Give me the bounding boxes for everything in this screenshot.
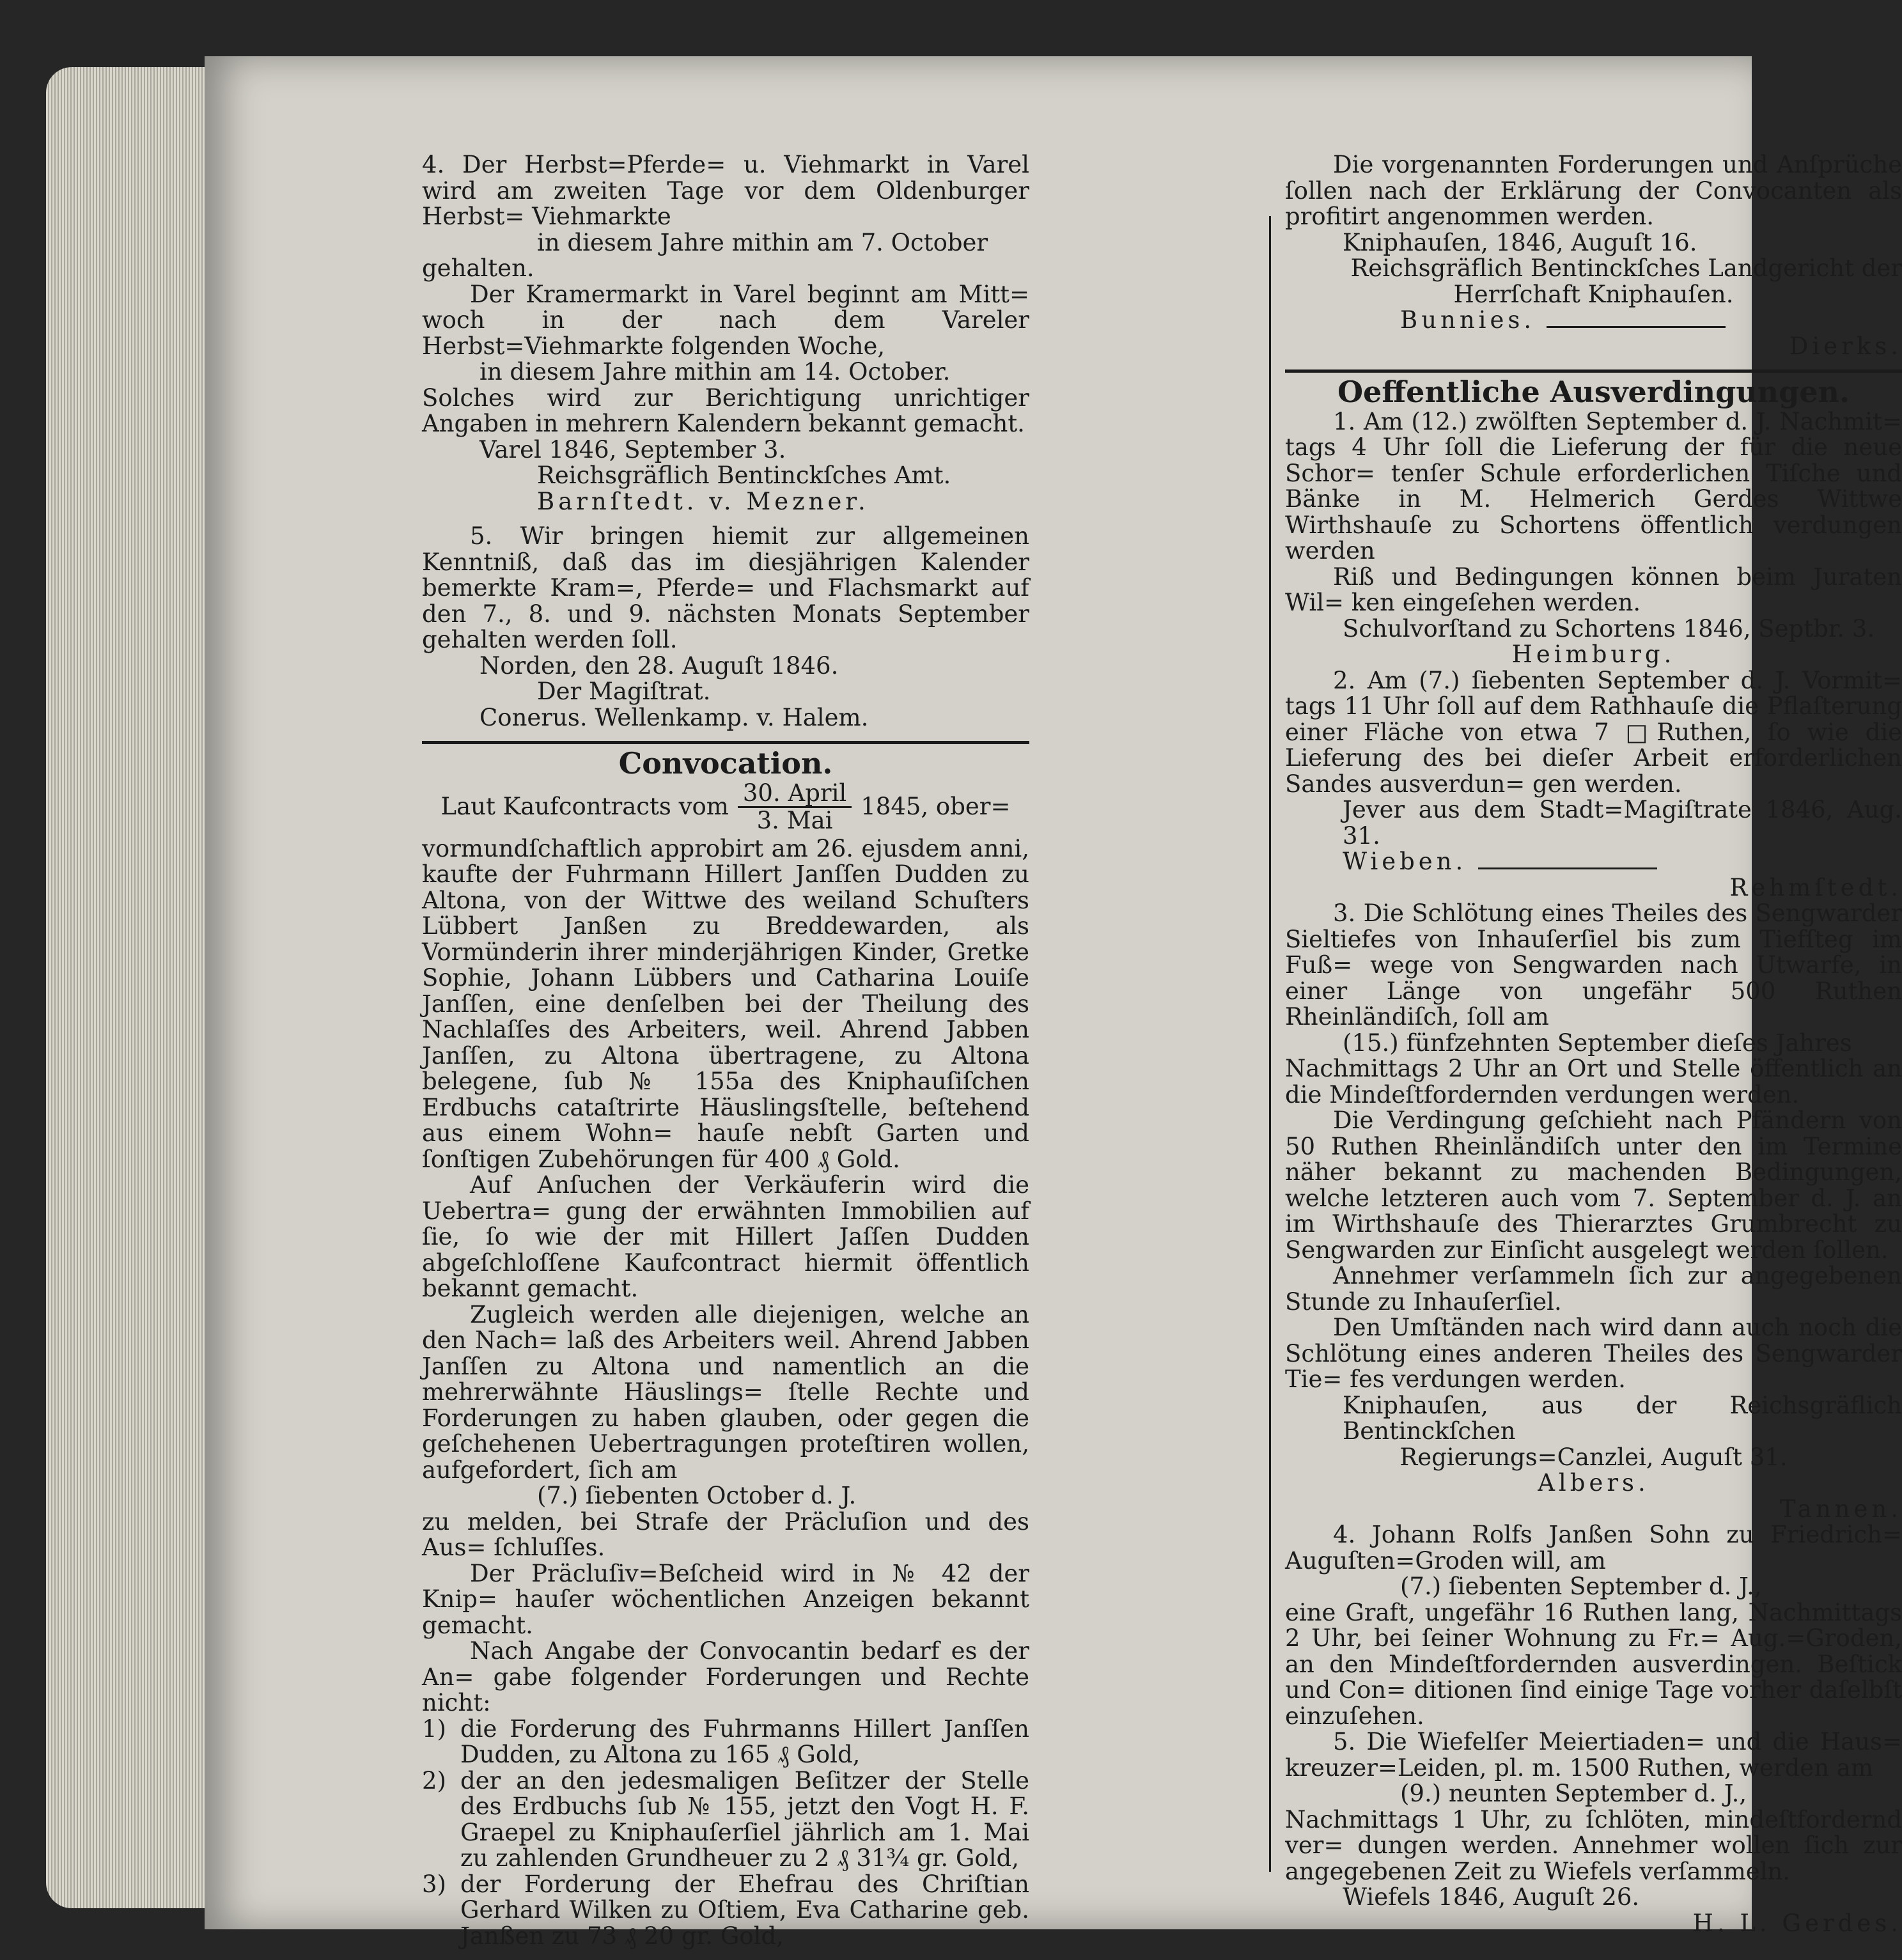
convocation-signature-2: Dierks. <box>1789 332 1902 360</box>
item-2-text: 2. Am (7.) ſiebenten September d. J. Vormit= tags 11 Uhr ſoll auf dem Rathhauſe die Pflaſterung einer Fläche von etwa 7 □Ruthen, ſo wie die Lieferung des bei dieſer Arbeit erforderlichen Sandes ausverdun= gen werden. <box>1285 666 1902 798</box>
fraction-bottom: 3. Mai <box>756 806 833 834</box>
list-item <box>422 1716 1029 1768</box>
item-3-annehmer: Annehmer verſammeln ſich zur angegebenen Stunde zu Inhauſerſiel. <box>1285 1262 1902 1316</box>
book-page-edges <box>46 67 219 1908</box>
list-item-text: der an den jedesmaligen Beſitzer der Stelle des Erdbuchs ſub № 155, jetzt den Vogt H. F. Graepel zu Kniphauſerſiel jährlich am 1. Mai zu zahlenden Grundheuer zu 2 ₰ 31¾ gr. Gold, <box>460 1766 1029 1872</box>
item-5-text: 5. Die Wiefelſer Meiertiaden= und die Haus= kreuzer=Leiden, pl. m. 1500 Ruthen, werden am <box>1285 1728 1902 1782</box>
column-divider <box>1269 216 1271 1872</box>
item-5-nachmittags: Nachmittags 1 Uhr, zu ſchlöten, mindeſtfordernd ver= dungen werden. Annehmer wollen ſich zur angegebenen Zeit zu Wiefels verſammeln. <box>1285 1805 1902 1885</box>
notice-5-office: Der Magiſtrat. <box>537 678 711 705</box>
notice-4-berichtigung: Solches wird zur Berichtigung unrichtiger Angaben in mehrern Kalendern bekannt gemacht. <box>422 384 1029 437</box>
signature-wieben: Wieben. <box>1343 848 1467 875</box>
convocation-paragraph-1: vormundſchaftlich approbirt am 26. ejusdem anni, kaufte der Fuhrmann Hillert Janſſen Dudden zu Altona, von der Wittwe des weiland Schuſters Lübbert Janßen zu Breddewarden, als Vormünderin ihrer minderjährigen Kinder, Gretke Sophie, Johann Lübbers und Catharina Louiſe Janſſen, eine denſelben bei der Theilung des Nachlaſſes des Arbeiters, weil. Ahrend Jabben Janſſen, zu Altona übertragene, zu Altona belegene, ſub № 155a des Kniphauſiſchen Erdbuchs cataſtrirte Häuslingsſtelle, beſtehend aus einem Wohn= hauſe nebſt Garten und ſonſtigen Zubehörungen für 400 ₰ Gold. <box>422 834 1029 1173</box>
convocation-paragraph-4: zu melden, bei Strafe der Präcluſion und des Aus= ſchluſſes. <box>422 1507 1029 1561</box>
item-5-place: Wiefels 1846, Auguſt 26. <box>1343 1883 1640 1911</box>
item-3-nachmittags: Nachmittags 2 Uhr an Ort und Stelle öffentlich an die Mindeſtfordernden verdungen werden. <box>1285 1055 1902 1108</box>
intro-post: 1845, ober= <box>861 792 1011 820</box>
convocation-court-1: Reichsgräflich Bentinckſches Landgericht der <box>1350 254 1902 282</box>
list-item-number: 3) <box>422 1870 446 1898</box>
notice-5-text: 5. Wir bringen hiemit zur allgemeinen Kenntniß, daß das im diesjährigen Kalender bemerkte Kram=, Pferde= und Flachsmarkt auf den 7., 8. und 9. nächsten Monats September gehalten werden ſoll. <box>422 522 1029 653</box>
convocation-paragraph-6: Nach Angabe der Convocantin bedarf es der An= gabe folgender Forderungen und Rechte nicht: <box>422 1637 1029 1716</box>
convocation-heading: Convocation. <box>618 746 833 781</box>
signature-bunnies: Bunnies. <box>1400 306 1536 334</box>
list-item <box>422 1872 1029 1950</box>
item-4-text: 4. Johann Rolfs Janßen Sohn zu Friedrich= Auguſten=Groden will, am <box>1285 1521 1902 1575</box>
notice-4-text: 4. Der Herbst=Pferde= u. Viehmarkt in Varel wird am zweiten Tage vor dem Oldenburger Herbst= Viehmarkte <box>422 151 1029 230</box>
convocation-court-2: Herrſchaft Kniphauſen. <box>1453 280 1734 308</box>
right-column <box>1285 152 1902 1936</box>
item-3-date: (15.) fünfzehnten September dieſes Jahres <box>1343 1029 1852 1057</box>
intro-pre: Laut Kaufcontracts vom <box>440 792 729 820</box>
item-2-signature-1 <box>1285 849 1902 875</box>
fraction-top: 30. April <box>738 781 852 808</box>
list-item-number: 2) <box>422 1766 446 1794</box>
item-1-signature: Heimburg. <box>1511 641 1676 668</box>
left-column <box>422 152 1029 1949</box>
convocation-paragraph-5: Der Präcluſiv=Beſcheid wird in № 42 der Knip= hauſer wöchentlichen Anzeigen bekannt gemacht. <box>422 1559 1029 1639</box>
convocation-paragraph-3: Zugleich werden alle diejenigen, welche an den Nach= laß des Arbeiters weil. Ahrend Jabben Janſſen zu Altona und namentlich an die mehrerwähnte Häuslings= ſtelle Rechte und Forderungen zu haben glauben, oder gegen die geſchehenen Uebertragungen proteſtiren wollen, aufgefordert, ſich am <box>422 1300 1029 1484</box>
item-3-verdingung: Die Verdingung geſchieht nach Pfändern von 50 Ruthen Rheinländiſch unter den im Termine näher bekannt zu machenden Bedingungen, welche letzteren auch vom 7. September d. J. an im Wirthshauſe des Thierarztes Grumbrecht zu Sengwarden zur Einſicht ausgelegt werden ſollen. <box>1285 1107 1902 1264</box>
notice-4-office: Reichsgräflich Bentinckſches Amt. <box>537 462 951 489</box>
notice-5-place: Norden, den 28. Auguſt 1846. <box>479 651 839 680</box>
signature-line <box>1478 861 1657 869</box>
item-1-text: 1. Am (12.) zwölften September d. J. Nachmit= tags 4 Uhr ſoll die Lieferung der für die neue Schor= tenſer Schule erforderlichen Tiſche und Bänke in M. Helmerich Gerdes Wittwe Wirthshauſe zu Schortens öffentlich verdungen werden <box>1285 407 1902 564</box>
item-3-place-2: Regierungs=Canzlei, Auguſt 31. <box>1399 1443 1788 1471</box>
list-item <box>422 1768 1029 1872</box>
convocation-paragraph-2: Auf Anſuchen der Verkäuferin wird die Uebertra= gung der erwähnten Immobilien auf ſie, ſo wie der mit Hillert Jaſſen Dudden abgeſchloſſene Kaufcontract hiermit öffentlich bekannt gemacht. <box>422 1171 1029 1302</box>
list-item-number: 1) <box>422 1715 446 1743</box>
section-divider <box>422 741 1029 744</box>
convocation-intro <box>422 781 1029 834</box>
item-3-text: 3. Die Schlötung eines Theiles des Sengwarder Sieltiefes von Inhauſerſiel bis zum Tiefſteg im Fuß= wege von Sengwarden nach Utwarfe, in einer Länge von ungefähr 500 Ruthen Rheinländiſch, ſoll am <box>1285 899 1902 1031</box>
item-4-graft: eine Graft, ungefähr 16 Ruthen lang, Nachmittags 2 Uhr, bei ſeiner Wohnung zu Fr.= Aug.=Groden, an den Mindeſtfordernden ausverdingen. Beſtick und Con= ditionen ſind einige Tage vorher daſelbſt einzuſehen. <box>1285 1598 1902 1730</box>
item-4-date: (7.) ſiebenten September d. J., <box>1400 1573 1762 1600</box>
convocation-signature-1 <box>1285 307 1902 334</box>
list-item-text: der Forderung der Ehefrau des Chriſtian Gerhard Wilken zu Oſtiem, Eva Catharine geb. Janßen zu 73 ₰ 20 gr. Gold, <box>460 1870 1029 1950</box>
notice-4-place: Varel 1846, September 3. <box>479 435 786 463</box>
notice-4-date-2: in diesem Jahre mithin am 14. October. <box>479 358 951 385</box>
item-3-signature-1: Albers. <box>1538 1469 1649 1497</box>
list-item-text: die Forderung des Fuhrmanns Hillert Janſſen Dudden, zu Altona zu 165 ₰ Gold, <box>460 1715 1029 1768</box>
ausverdingungen-heading: Oeffentliche Ausverdingungen. <box>1337 375 1850 409</box>
signature-line <box>1547 320 1726 328</box>
item-3-place-1: Kniphauſen, aus der Reichsgräflich Bentinckſchen <box>1343 1391 1902 1445</box>
item-5-date: (9.) neunten September d. J., <box>1400 1780 1747 1807</box>
section-divider <box>1285 369 1902 373</box>
item-1-place: Schulvorſtand zu Schortens 1846, Septbr. 3. <box>1343 614 1875 642</box>
convocation-date: (7.) ſiebenten October d. J. <box>537 1482 857 1509</box>
convocation-continuation: Die vorgenannten Forderungen und Anſprüche ſollen nach der Erklärung der Convocanten als profitirt angenommen werden. <box>1285 151 1902 230</box>
notice-5-signature: Conerus. Wellenkamp. v. Halem. <box>479 703 869 731</box>
convocation-place: Kniphauſen, 1846, Auguſt 16. <box>1343 228 1697 256</box>
item-5-signature: H. L. Gerdes. <box>1692 1909 1902 1937</box>
notice-4-gehalten: gehalten. <box>422 254 534 282</box>
item-2-place: Jever aus dem Stadt=Magiſtrate 1846, Aug. 31. <box>1343 796 1902 850</box>
book-page <box>205 56 1902 1950</box>
notice-4-date: in diesem Jahre mithin am 7. October <box>537 228 988 256</box>
item-3-signature-2: Tannen. <box>1779 1495 1902 1523</box>
notice-4-kramermarkt: Der Kramermarkt in Varel beginnt am Mitt= woch in der nach dem Vareler Herbst=Viehmarkte folgenden Woche, <box>422 280 1029 360</box>
item-1-riss: Riß und Bedingungen können beim Juraten Wil= ken eingeſehen werden. <box>1285 563 1902 616</box>
date-fraction <box>738 781 852 834</box>
item-3-umstaende: Den Umſtänden nach wird dann auch noch die Schlötung eines anderen Theiles des Sengwarder Tie= fes verdungen werden. <box>1285 1314 1902 1393</box>
notice-4-signature: Barnſtedt. v. Mezner. <box>537 487 869 515</box>
item-2-signature-2: Rehmſtedt. <box>1729 873 1902 901</box>
